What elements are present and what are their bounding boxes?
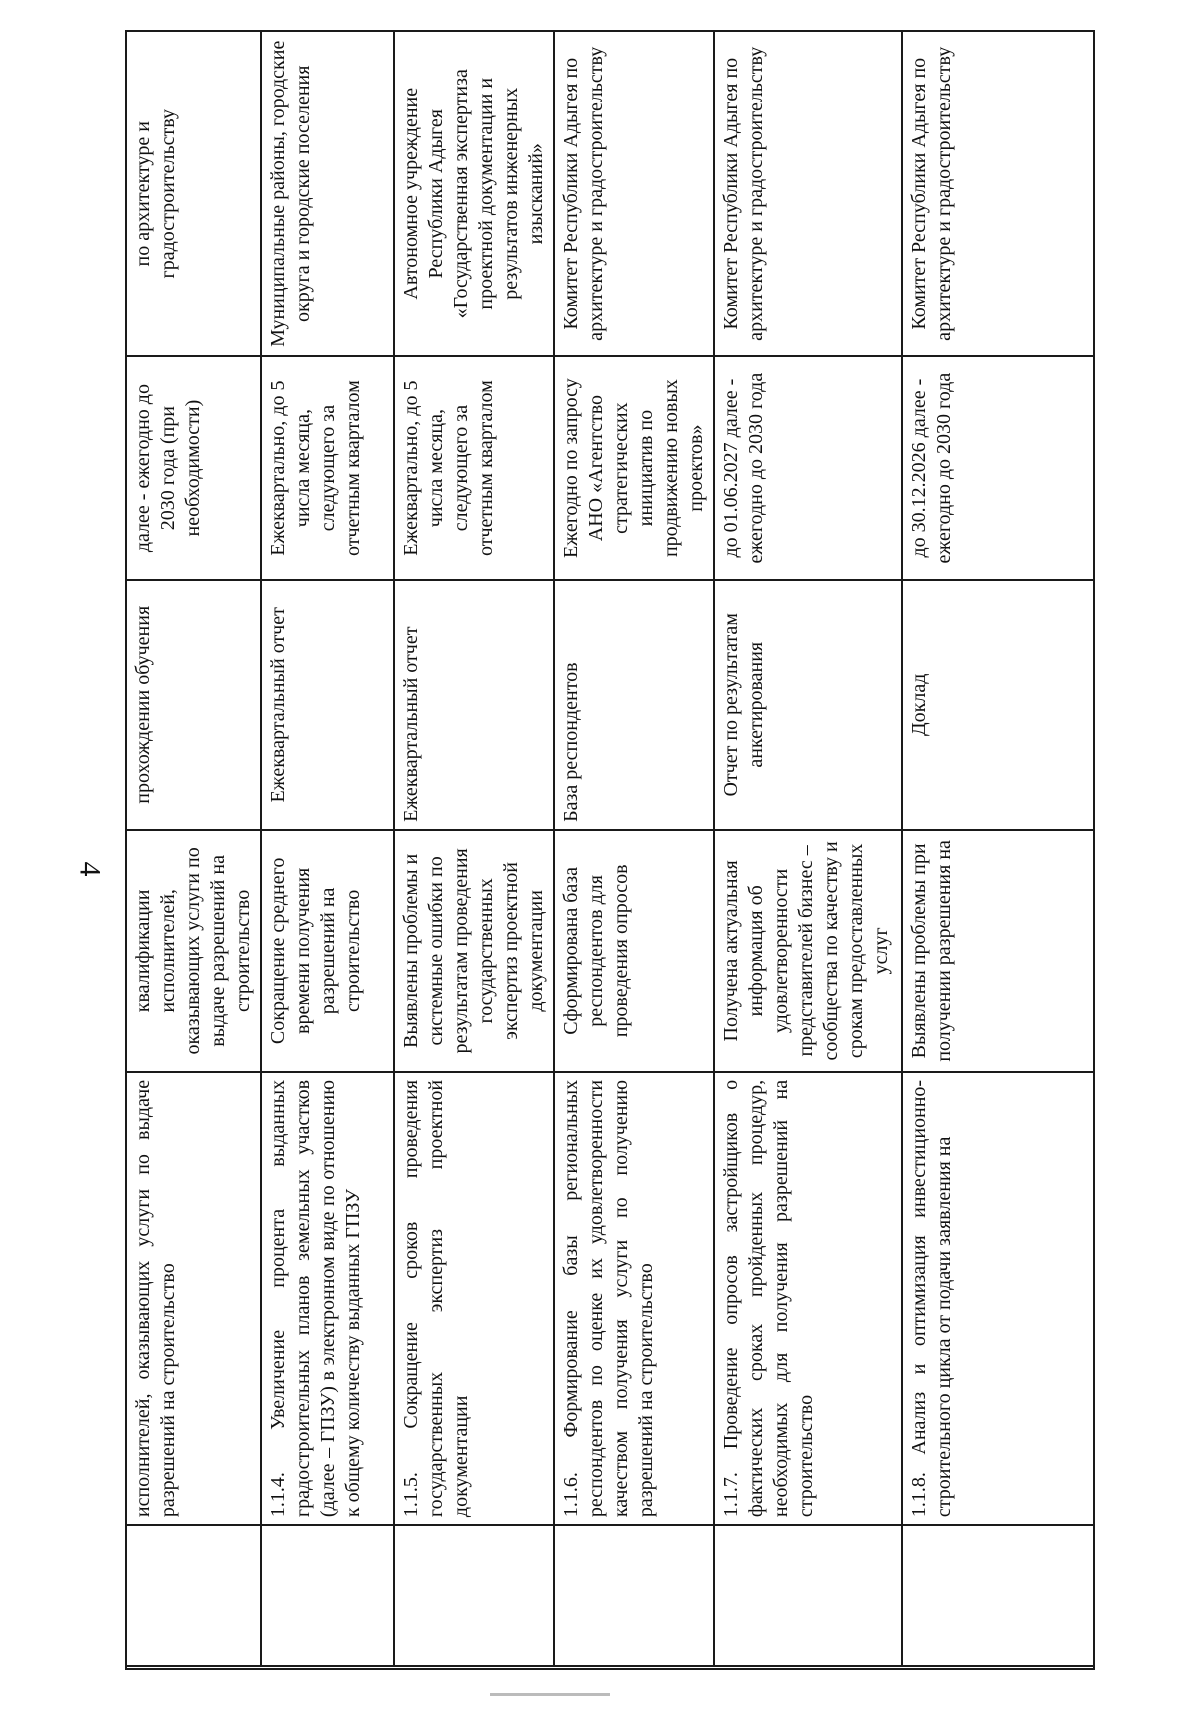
- result-cell: квалификации исполнителей, оказывающих услуги по выдаче разрешений на строительство: [126, 830, 261, 1072]
- row-number: [554, 1525, 714, 1666]
- event-cell: 1.1.6. Формирование базы региональных респондентов по оценке их удовлетворенности качеством получения услуги по получению разрешений на строительство: [554, 1072, 714, 1525]
- document-cell: прохождении обучения: [126, 580, 261, 830]
- row-number: [714, 1525, 902, 1666]
- row-number: [126, 1525, 261, 1666]
- event-cell: исполнителей, оказывающих услуги по выдаче разрешений на строительство: [126, 1072, 261, 1525]
- result-cell: Выявлены проблемы при получении разрешения на: [902, 830, 1094, 1072]
- row-number: [902, 1525, 1094, 1666]
- result-cell: Получена актуальная информация об удовлетворенности представителей бизнес – сообщества по качеству и срокам предоставленных услуг: [714, 830, 902, 1072]
- blank-col: [126, 1666, 1094, 1669]
- responsible-cell: Комитет Республики Адыгея по архитектуре и градостроительству: [902, 31, 1094, 356]
- document-cell: Отчет по результатам анкетирования: [714, 580, 902, 830]
- document-cell: Ежеквартальный отчет: [394, 580, 554, 830]
- plan-table: [125, 30, 1095, 1670]
- event-cell: 1.1.8. Анализ и оптимизация инвестиционно-строительного цикла от подачи заявления на: [902, 1072, 1094, 1525]
- event-cell: 1.1.4. Увеличение процента выданных градостроительных планов земельных участков (далее – ГПЗУ) в электронном виде по отношению к общему количеству выданных ГПЗУ: [261, 1072, 394, 1525]
- table-row: [394, 31, 554, 1669]
- deadline-cell: до 30.12.2026 далее - ежегодно до 2030 года: [902, 356, 1094, 579]
- deadline-cell: Ежегодно по запросу АНО «Агентство стратегических инициатив по продвижению новых проектов»: [554, 356, 714, 579]
- result-cell: Сформирована база респондентов для проведения опросов: [554, 830, 714, 1072]
- document-cell: Ежеквартальный отчет: [261, 580, 394, 830]
- table-row: [902, 31, 1094, 1669]
- rotated-table-wrapper: [125, 30, 1085, 1670]
- document-cell: Доклад: [902, 580, 1094, 830]
- result-cell: Сокращение среднего времени получения разрешений на строительство: [261, 830, 394, 1072]
- deadline-cell: далее - ежегодно до 2030 года (при необходимости): [126, 356, 261, 579]
- deadline-cell: до 01.06.2027 далее - ежегодно до 2030 года: [714, 356, 902, 579]
- table-row: [126, 31, 261, 1669]
- table-row: [261, 31, 394, 1669]
- responsible-cell: Комитет Республики Адыгея по архитектуре и градостроительству: [714, 31, 902, 356]
- deadline-cell: Ежеквартально, до 5 числа месяца, следующего за отчетным кварталом: [394, 356, 554, 579]
- responsible-cell: по архитектуре и градостроительству: [126, 31, 261, 356]
- responsible-cell: Муниципальные районы, городские округа и городские поселения: [261, 31, 394, 356]
- row-number: [261, 1525, 394, 1666]
- row-number: [394, 1525, 554, 1666]
- event-cell: 1.1.5. Сокращение сроков проведения государственных экспертиз проектной документации: [394, 1072, 554, 1525]
- event-cell: 1.1.7. Проведение опросов застройщиков о фактических сроках пройденных процедур, необходимых для получения разрешений на строительство: [714, 1072, 902, 1525]
- document-cell: База респондентов: [554, 580, 714, 830]
- scan-mark: [490, 1693, 610, 1696]
- result-cell: Выявлены проблемы и системные ошибки по результатам проведения государственных экспертиз проектной документации: [394, 830, 554, 1072]
- table-row: [554, 31, 714, 1669]
- responsible-cell: Комитет Республики Адыгея по архитектуре и градостроительству: [554, 31, 714, 356]
- responsible-cell: Автономное учреждение Республики Адыгея «Государственная экспертиза проектной документации и результатов инженерных изысканий»: [394, 31, 554, 356]
- deadline-cell: Ежеквартально, до 5 числа месяца, следующего за отчетным кварталом: [261, 356, 394, 579]
- table-row: [714, 31, 902, 1669]
- page-number: 4: [73, 861, 107, 877]
